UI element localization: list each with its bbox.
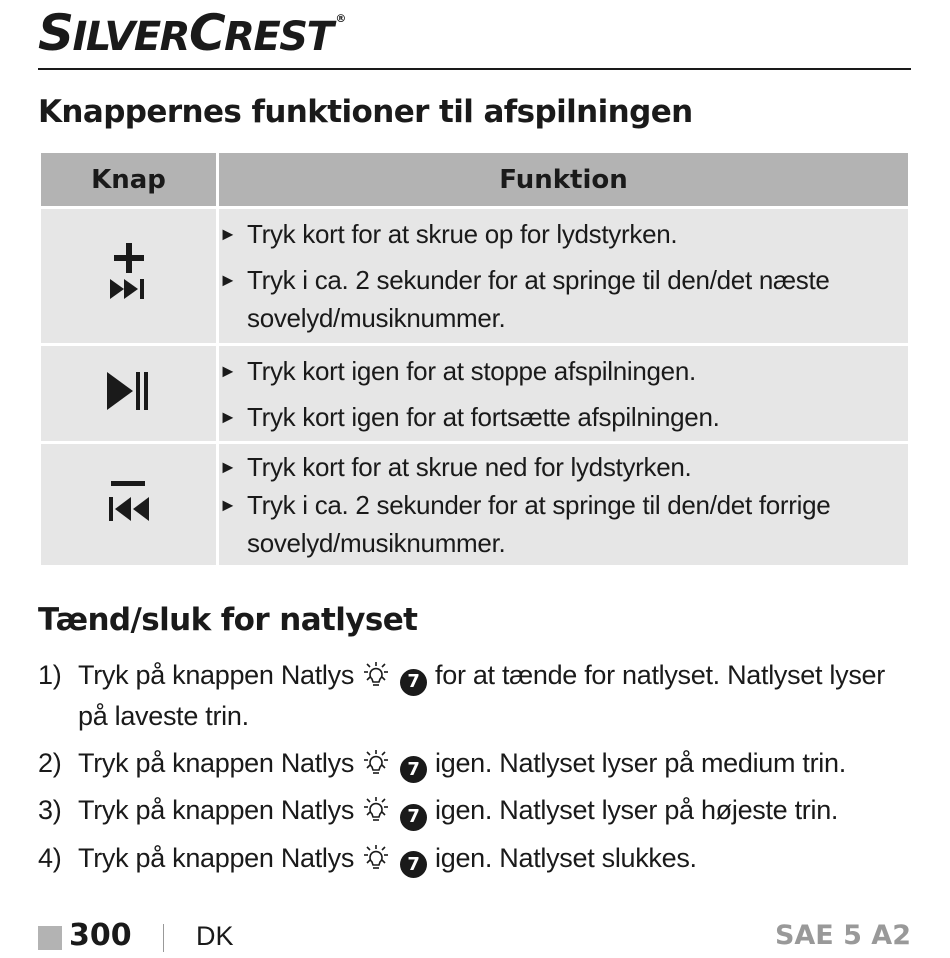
section-title-playback: Knappernes funktioner til afspilningen (38, 94, 693, 130)
list-item: ► Tryk kort igen for at stoppe afspilningen. (219, 352, 908, 390)
funktion-cell (218, 443, 910, 567)
sun-icon (360, 661, 392, 689)
callout-badge: 7 (400, 756, 427, 783)
list-item: 2) Tryk på knappen Natlys 7 igen. Natlyset lyser på medium trin. (38, 743, 918, 784)
brand-logo: SILVERCREST ® (38, 4, 347, 62)
model-number: SAE 5 A2 (774, 920, 911, 951)
language-code: DK (196, 921, 234, 951)
table-header-row (40, 152, 910, 208)
table-row (40, 208, 910, 345)
list-item: ► Tryk kort for at skrue ned for lydstyrken. (219, 448, 908, 486)
arrow-icon: ► (219, 494, 237, 515)
list-item: ► Tryk kort igen for at fortsætte afspilningen. (219, 398, 908, 436)
footer-square-icon (38, 926, 62, 950)
table-header-knap: Knap (40, 152, 218, 208)
footer-divider (163, 924, 164, 952)
knap-cell (40, 208, 218, 345)
table-row (40, 345, 910, 443)
callout-badge: 7 (400, 669, 427, 696)
knap-cell (40, 345, 218, 443)
funktion-cell (218, 208, 910, 345)
header-rule (38, 68, 911, 70)
arrow-icon: ► (219, 406, 237, 427)
play-pause-icon (105, 370, 153, 412)
table-header-funktion: Funktion (218, 152, 910, 208)
minus-skip-back-icon (105, 479, 153, 525)
page-number: 300 (69, 918, 132, 953)
sun-icon (360, 796, 392, 824)
table-row (40, 443, 910, 567)
page-footer (38, 918, 911, 958)
plus-skip-forward-icon (107, 241, 151, 307)
nightlight-steps (38, 655, 918, 885)
list-item: ► Tryk i ca. 2 sekunder for at springe til den/det næste sovelyd/musiknummer. (219, 261, 908, 337)
sun-icon (360, 844, 392, 872)
list-item: 1) Tryk på knappen Natlys 7 for at tænde for natlyset. Natlyset lyser på laveste trin. (38, 660, 885, 731)
callout-badge: 7 (400, 804, 427, 831)
callout-badge: 7 (400, 851, 427, 878)
funktion-cell (218, 345, 910, 443)
arrow-icon: ► (219, 360, 237, 381)
sun-icon (360, 749, 392, 777)
list-item: ► Tryk kort for at skrue op for lydstyrken. (219, 215, 908, 253)
list-item: 3) Tryk på knappen Natlys 7 igen. Natlyset lyser på højeste trin. (38, 790, 918, 831)
section-title-nightlight: Tænd/sluk for natlyset (38, 602, 418, 638)
button-function-table (38, 150, 911, 568)
list-item: ► Tryk i ca. 2 sekunder for at springe til den/det forrige sovelyd/musiknummer. (219, 486, 908, 562)
arrow-icon: ► (219, 224, 237, 244)
arrow-icon: ► (219, 270, 237, 290)
arrow-icon: ► (219, 456, 237, 477)
knap-cell (40, 443, 218, 567)
list-item: 4) Tryk på knappen Natlys 7 igen. Natlyset slukkes. (38, 838, 918, 879)
